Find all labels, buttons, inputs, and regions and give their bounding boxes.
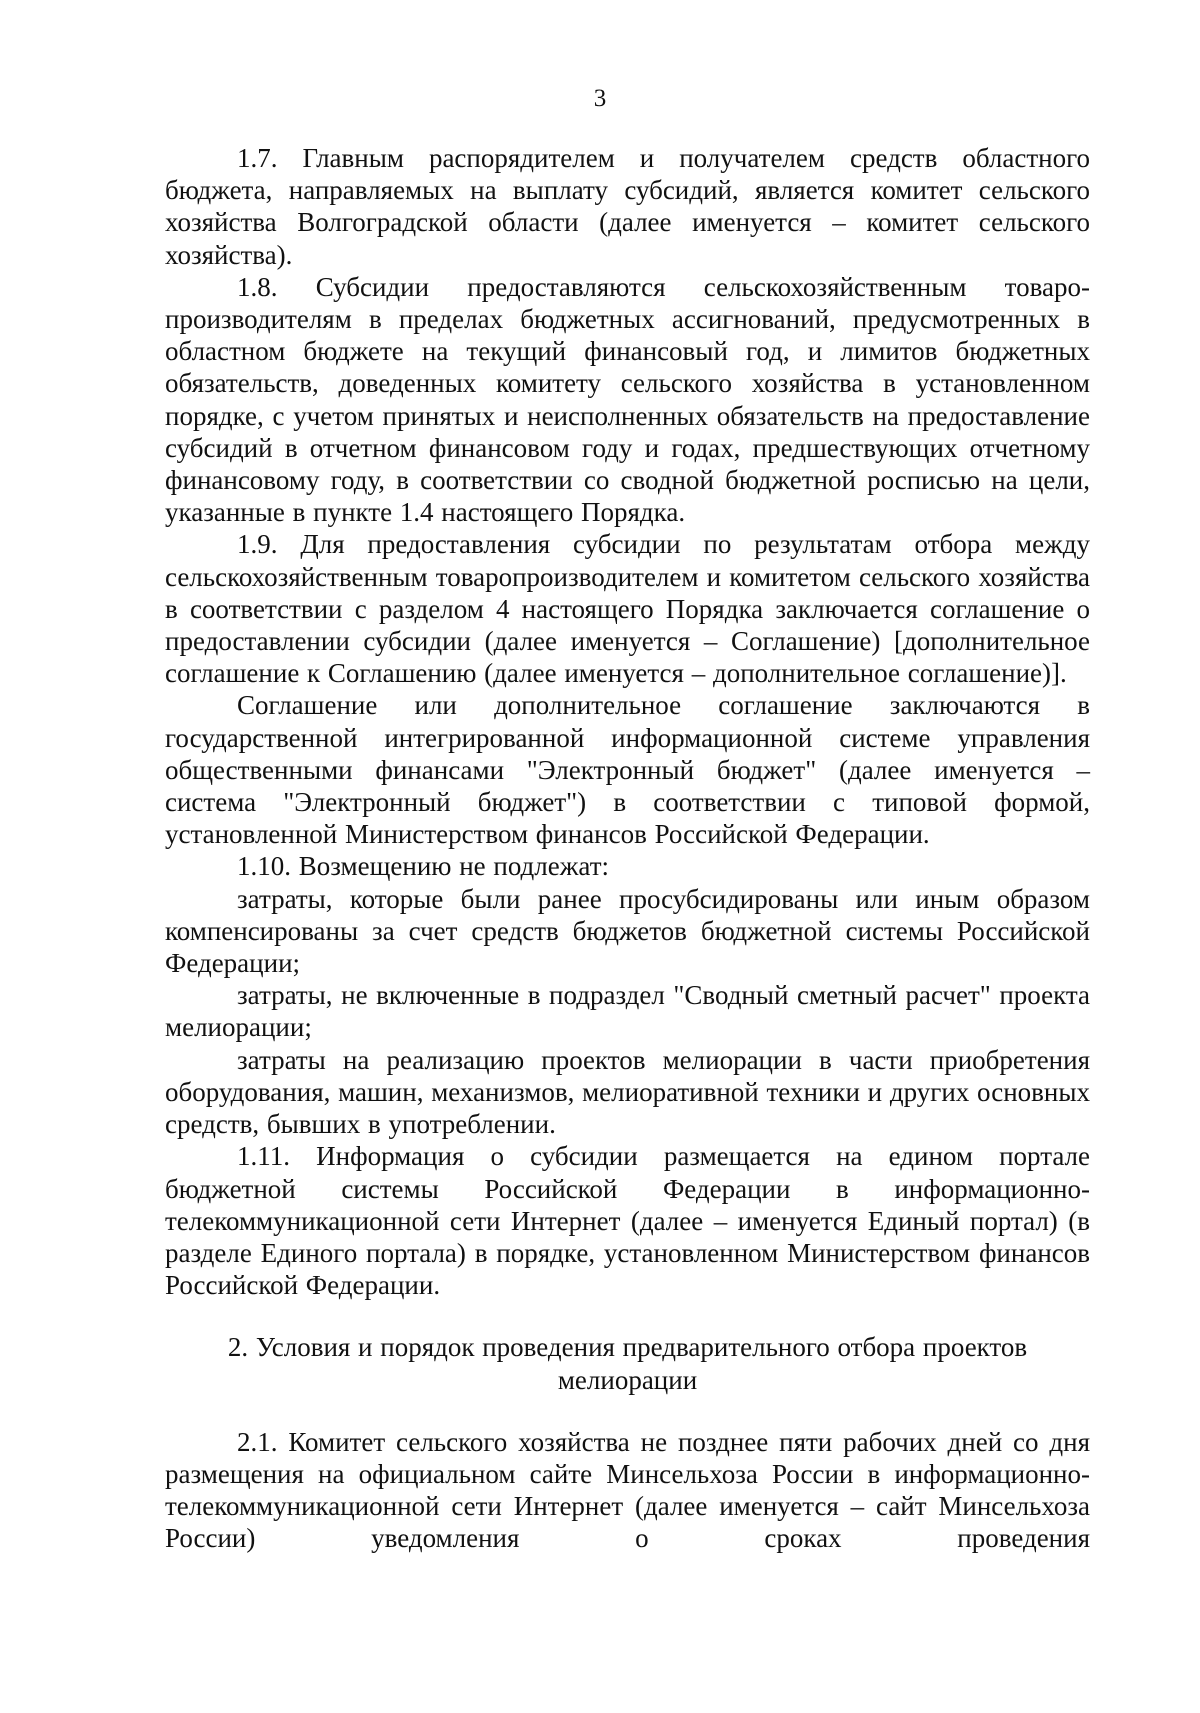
paragraph-1-10-item-b: затраты, не включенные в подраздел "Сводный сметный расчет" проекта мелиорации; bbox=[165, 980, 1090, 1043]
paragraph-1-10-item-c: затраты на реализацию проектов мелиорации в части приобретения оборудования, машин, механизмов, мелиоративной техники и других основных средств, бывших в употреблении. bbox=[165, 1044, 1090, 1140]
paragraph-1-11: 1.11. Информация о субсидии размещается на едином портале бюджетной системы Российской Федерации в информационно-телекоммуникационной сети Интернет (далее – именуется Единый портал) (в разделе Единого портала) в порядке, установленном Министерством финансов Российской Федерации. bbox=[165, 1141, 1090, 1301]
paragraph-1-10: 1.10. Возмещению не подлежат: bbox=[237, 851, 609, 882]
paragraph-1-7: 1.7. Главным распорядителем и получателем средств областного бюджета, направляемых на выплату субсидий, является комитет сельского хозяйства Волгоградской области (далее именуется – комитет сельского хозяйства). bbox=[165, 143, 1090, 270]
section-2-heading: 2. Условия и порядок проведения предварительного отбора проектов мелиорации bbox=[227, 1332, 1028, 1395]
paragraph-1-10-item-a: затраты, которые были ранее просубсидированы или иным образом компенсированы за счет средств бюджетов бюджетной системы Российской Федерации; bbox=[165, 883, 1090, 979]
document-body bbox=[165, 142, 1090, 1555]
paragraph-1-8: 1.8. Субсидии предоставляются сельскохозяйственным товаро-производителям в пределах бюджетных ассигнований, предусмотренных в областном бюджете на текущий финансовый год, и лимитов бюджетных обязательств, доведенных комитету сельского хозяйства в установленном порядке, с учетом принятых и неисполненных обязательств на предоставление субсидий в отчетном финансовом году и годах, предшествующих отчетному финансовому году, в соответствии со сводной бюджетной росписью на цели, указанные в пункте 1.4 настоящего Порядка. bbox=[165, 271, 1090, 528]
page-number: 3 bbox=[593, 85, 607, 112]
paragraph-1-9-agreement: Соглашение или дополнительное соглашение заключаются в государственной интегрированной информационной системе управления общественными финансами "Электронный бюджет" (далее именуется – система "Электронный бюджет") в соответствии с типовой формой, установленной Министерством финансов Российской Федерации. bbox=[165, 690, 1090, 850]
paragraph-2-1: 2.1. Комитет сельского хозяйства не позднее пяти рабочих дней со дня размещения на официальном сайте Минсельхоза России в информационно-телекоммуникационной сети Интернет (далее именуется – сайт Минсельхоза России) уведомления о сроках проведения bbox=[165, 1426, 1090, 1554]
paragraph-1-9: 1.9. Для предоставления субсидии по результатам отбора между сельскохозяйственным товаропроизводителем и комитетом сельского хозяйства в соответствии с разделом 4 настоящего Порядка заключается соглашение о предоставлении субсидии (далее именуется – Соглашение) [дополнительное соглашение к Соглашению (далее именуется – дополнительное соглашение)]. bbox=[165, 529, 1090, 689]
